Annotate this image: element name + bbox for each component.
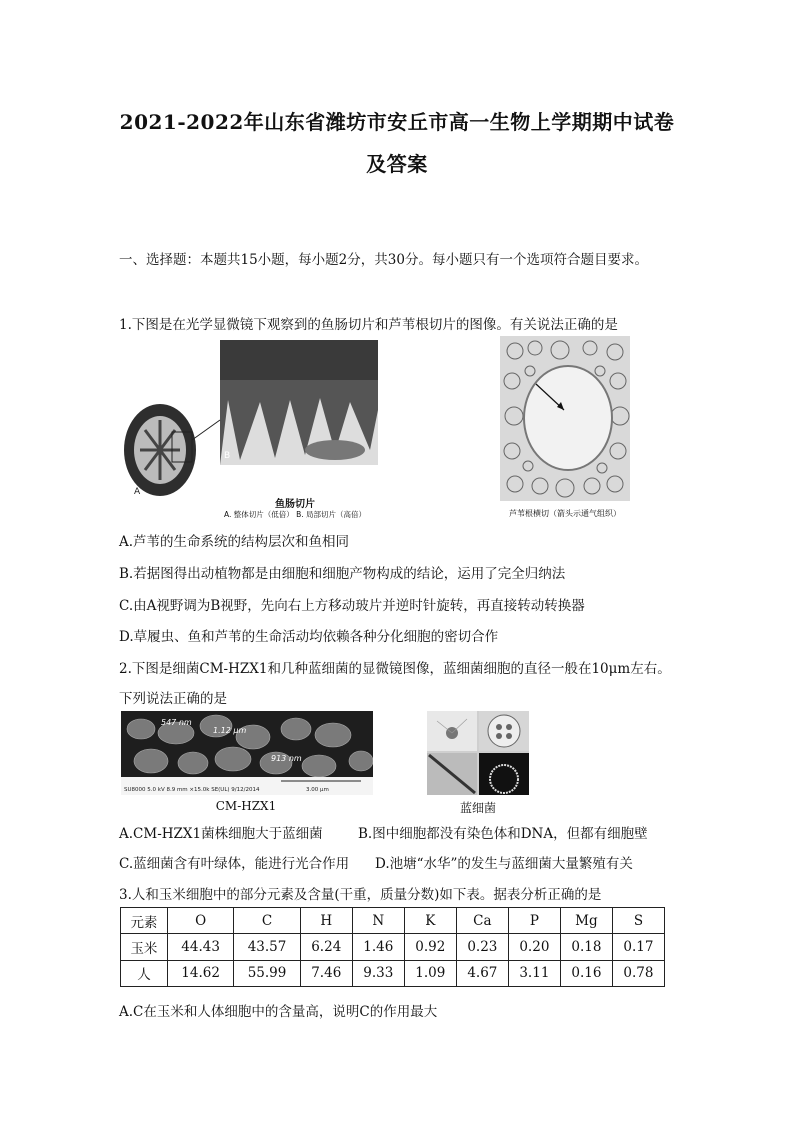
sem-scale: 3.00 μm bbox=[306, 787, 329, 793]
table-header-cell: Ca bbox=[456, 908, 508, 934]
table-row bbox=[121, 960, 665, 986]
table-header-cell: K bbox=[404, 908, 456, 934]
q1-option-d: D.草履虫、鱼和芦苇的生命活动均依赖各种分化细胞的密切合作 bbox=[119, 629, 499, 645]
reed-root-image bbox=[500, 336, 640, 501]
cyanobacteria-image bbox=[427, 711, 529, 795]
sem-label-2: 1.12 μm bbox=[213, 726, 247, 735]
q2-option-a: A.CM-HZX1菌株细胞大于蓝细菌 bbox=[119, 826, 323, 842]
cm-hzx1-image bbox=[121, 711, 373, 795]
fig-label-b: B bbox=[224, 451, 231, 461]
q2-option-d: D.池塘“水华”的发生与蓝细菌大量繁殖有关 bbox=[375, 856, 633, 872]
table-cell: 0.78 bbox=[612, 960, 664, 986]
table-header-cell: Mg bbox=[560, 908, 612, 934]
element-table bbox=[120, 907, 665, 987]
table-header-cell: P bbox=[508, 908, 560, 934]
table-cell: 玉米 bbox=[121, 934, 168, 960]
section-heading: 一、选择题：本题共15小题，每小题2分，共30分。每小题只有一个选项符合题目要求。 bbox=[119, 252, 648, 268]
table-row bbox=[121, 934, 665, 960]
q2-stem-line2: 下列说法正确的是 bbox=[119, 691, 227, 707]
table-cell: 9.33 bbox=[352, 960, 404, 986]
table-header-cell: 元素 bbox=[121, 908, 168, 934]
fish-caption-title: 鱼肠切片 bbox=[275, 499, 315, 510]
table-cell: 0.18 bbox=[560, 934, 612, 960]
fish-caption-sub: A. 整体切片（低倍） B. 局部切片（高倍） bbox=[223, 510, 367, 519]
table-cell: 1.09 bbox=[404, 960, 456, 986]
table-cell: 14.62 bbox=[167, 960, 233, 986]
table-cell: 43.57 bbox=[234, 934, 300, 960]
table-cell: 0.23 bbox=[456, 934, 508, 960]
q3-stem: 3.人和玉米细胞中的部分元素及含量(干重，质量分数)如下表。据表分析正确的是 bbox=[119, 887, 602, 903]
table-cell: 1.46 bbox=[352, 934, 404, 960]
table-header-cell: O bbox=[167, 908, 233, 934]
table-cell: 7.46 bbox=[300, 960, 352, 986]
page-title-line2: 及答案 bbox=[366, 152, 428, 176]
reed-caption: 芦苇根横切（箭头示通气组织） bbox=[509, 509, 621, 518]
table-cell: 3.11 bbox=[508, 960, 560, 986]
table-header-cell: S bbox=[612, 908, 664, 934]
sem-label-3: 913 nm bbox=[271, 754, 302, 763]
table-cell: 44.43 bbox=[167, 934, 233, 960]
q2-stem-line1: 2.下图是细菌CM-HZX1和几种蓝细菌的显微镜图像，蓝细菌细胞的直径一般在10μm左右。 bbox=[119, 661, 671, 677]
q1-stem: 1.下图是在光学显微镜下观察到的鱼肠切片和芦苇根切片的图像。有关说法正确的是 bbox=[119, 317, 618, 333]
cm-hzx1-figure bbox=[121, 711, 373, 819]
table-cell: 0.16 bbox=[560, 960, 612, 986]
q1-option-a: A.芦苇的生命系统的结构层次和鱼相同 bbox=[119, 534, 350, 550]
table-header-cell: N bbox=[352, 908, 404, 934]
table-cell: 4.67 bbox=[456, 960, 508, 986]
reed-root-figure bbox=[500, 336, 640, 522]
cyanobacteria-figure bbox=[427, 711, 529, 819]
q1-option-c: C.由A视野调为B视野，先向右上方移动玻片并逆时针旋转，再直接转动转换器 bbox=[119, 598, 585, 614]
table-header-cell: H bbox=[300, 908, 352, 934]
cm-hzx1-caption: CM-HZX1 bbox=[215, 799, 277, 813]
q1-option-b: B.若据图得出动植物都是由细胞和细胞产物构成的结论，运用了完全归纳法 bbox=[119, 566, 566, 582]
table-cell: 人 bbox=[121, 960, 168, 986]
table-cell: 0.92 bbox=[404, 934, 456, 960]
page-title: 2021-2022年山东省潍坊市安丘市高一生物上学期期中试卷 bbox=[119, 110, 675, 134]
q2-option-c: C.蓝细菌含有叶绿体，能进行光合作用 bbox=[119, 856, 350, 872]
fish-intestine-figure bbox=[120, 340, 380, 522]
fig-label-a: A bbox=[134, 487, 141, 497]
q3-option-a: A.C在玉米和人体细胞中的含量高，说明C的作用最大 bbox=[119, 1004, 438, 1020]
sem-label-1: 547 nm bbox=[161, 718, 192, 727]
q2-option-b: B.图中细胞都没有染色体和DNA，但都有细胞壁 bbox=[358, 826, 648, 842]
table-header-cell: C bbox=[234, 908, 300, 934]
table-cell: 55.99 bbox=[234, 960, 300, 986]
cyanobacteria-caption: 蓝细菌 bbox=[459, 801, 496, 815]
sem-info: SU8000 5.0 kV 8.9 mm ×15.0k SE(UL) 9/12/2014 bbox=[124, 787, 260, 793]
table-cell: 6.24 bbox=[300, 934, 352, 960]
table-cell: 0.20 bbox=[508, 934, 560, 960]
table-cell: 0.17 bbox=[612, 934, 664, 960]
table-header-row bbox=[121, 908, 665, 934]
